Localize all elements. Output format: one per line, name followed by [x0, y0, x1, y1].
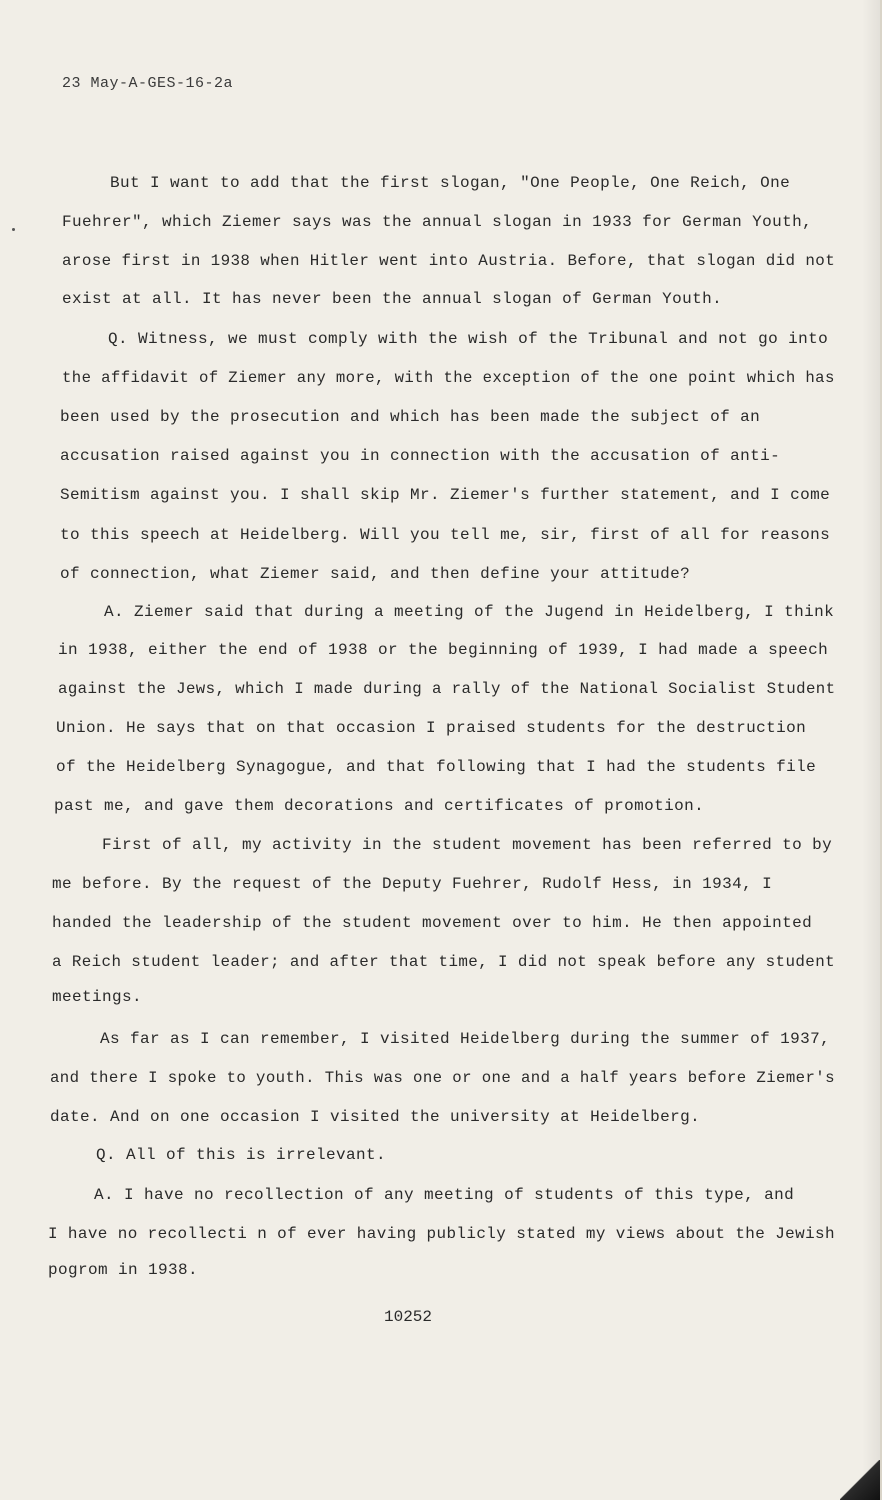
- text-line: against the Jews, which I made during a rally of the National Socialist Student: [58, 680, 836, 698]
- text-line: Fuehrer", which Ziemer says was the annual slogan in 1933 for German Youth,: [62, 213, 813, 231]
- page-edge-shadow: [862, 0, 880, 1500]
- text-line: arose first in 1938 when Hitler went into Austria. Before, that slogan did not: [62, 252, 836, 270]
- text-line: accusation raised against you in connection with the accusation of anti-: [60, 447, 781, 465]
- text-line: As far as I can remember, I visited Heidelberg during the summer of 1937,: [100, 1030, 831, 1048]
- text-line: meetings.: [52, 988, 143, 1006]
- text-line: Semitism against you. I shall skip Mr. Ziemer's further statement, and I come: [60, 486, 831, 504]
- margin-mark: [12, 228, 15, 231]
- text-line: Q. All of this is irrelevant.: [96, 1146, 387, 1164]
- text-line: been used by the prosecution and which has been made the subject of an: [60, 408, 761, 426]
- text-line: the affidavit of Ziemer any more, with the exception of the one point which has: [62, 369, 835, 387]
- page-corner-fold: [840, 1460, 880, 1500]
- text-line: date. And on one occasion I visited the university at Heidelberg.: [50, 1108, 701, 1126]
- text-line: handed the leadership of the student movement over to him. He then appointed: [52, 914, 813, 932]
- text-line: of the Heidelberg Synagogue, and that following that I had the students file: [56, 758, 817, 776]
- text-line: in 1938, either the end of 1938 or the beginning of 1939, I had made a speech: [58, 641, 829, 659]
- text-line: exist at all. It has never been the annual slogan of German Youth.: [62, 290, 723, 308]
- text-line: to this speech at Heidelberg. Will you tell me, sir, first of all for reasons: [60, 526, 831, 544]
- document-reference: 23 May-A-GES-16-2a: [62, 75, 234, 92]
- text-line: and there I spoke to youth. This was one or one and a half years before Ziemer's: [50, 1069, 835, 1087]
- text-line: A. Ziemer said that during a meeting of the Jugend in Heidelberg, I think: [104, 603, 835, 621]
- text-line: of connection, what Ziemer said, and then define your attitude?: [60, 565, 691, 583]
- text-line: I have no recollecti n of ever having publicly stated my views about the Jewish: [48, 1225, 835, 1243]
- text-line: Union. He says that on that occasion I praised students for the destruction: [56, 719, 807, 737]
- page-number: 10252: [384, 1308, 433, 1326]
- text-line: past me, and gave them decorations and certificates of promotion.: [54, 797, 705, 815]
- text-line: a Reich student leader; and after that time, I did not speak before any student: [52, 953, 836, 971]
- text-line: A. I have no recollection of any meeting of students of this type, and: [94, 1186, 795, 1204]
- text-line: But I want to add that the first slogan, "One People, One Reich, One: [110, 174, 791, 192]
- text-line: pogrom in 1938.: [48, 1261, 199, 1279]
- text-line: First of all, my activity in the student movement has been referred to by: [102, 836, 833, 854]
- text-line: Q. Witness, we must comply with the wish of the Tribunal and not go into: [108, 330, 829, 348]
- text-line: me before. By the request of the Deputy Fuehrer, Rudolf Hess, in 1934, I: [52, 875, 773, 893]
